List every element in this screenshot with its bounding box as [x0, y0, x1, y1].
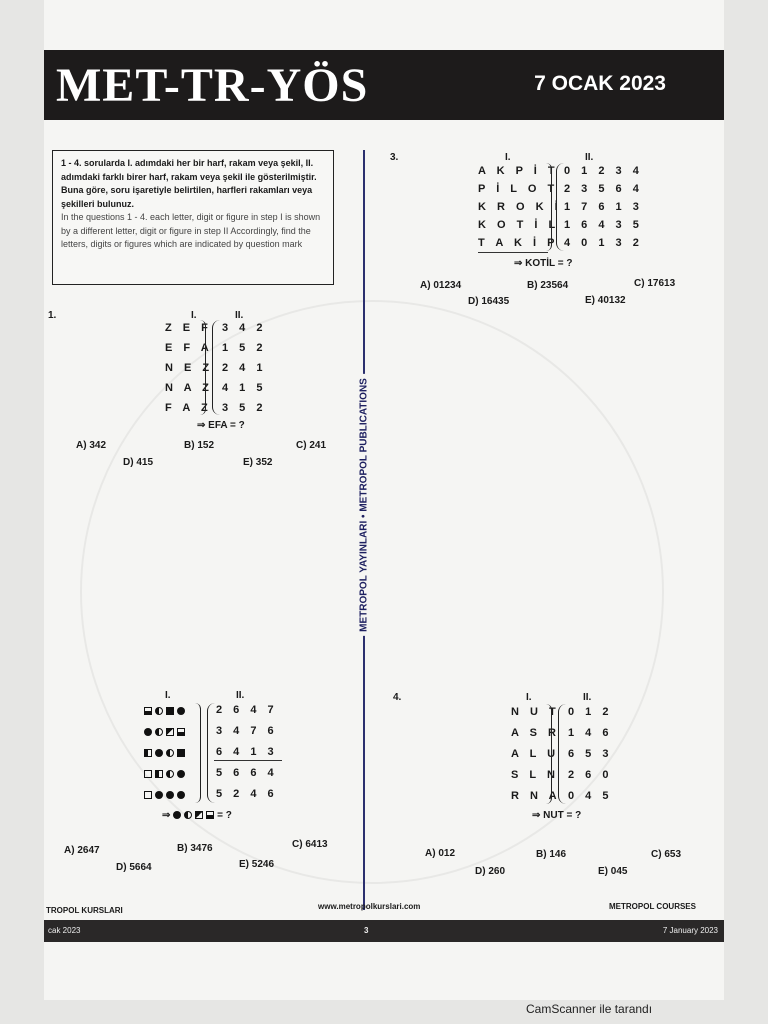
q4-row-ii-1: 0 1 2 — [568, 706, 613, 718]
q3-row-i-2: P İ L O T — [478, 183, 559, 195]
footer-bar-left: cak 2023 — [48, 926, 81, 935]
q1-row-ii-4: 4 1 5 — [222, 382, 267, 394]
circle-filled-icon — [177, 707, 185, 715]
q4-row-i-2: A S R — [511, 727, 560, 739]
q2-option-b[interactable]: B) 3476 — [177, 843, 213, 854]
q1-option-d[interactable]: D) 415 — [123, 457, 154, 468]
q3-row-ii-5: 4 0 1 3 2 — [564, 237, 643, 249]
q4-bracket-right — [558, 704, 567, 804]
q3-option-e[interactable]: E) 40132 — [585, 295, 626, 306]
q2-row-i-3 — [144, 747, 188, 759]
q2-question-suffix: = ? — [217, 810, 232, 821]
q1-row-i-3: N E Z — [165, 362, 214, 374]
q2-row-i-1 — [144, 705, 188, 717]
q2-option-c[interactable]: C) 6413 — [292, 839, 328, 850]
q2-row-ii-4: 5 6 6 4 — [216, 767, 278, 779]
footer-bar-right: 7 January 2023 — [662, 926, 718, 935]
square-diagonal-icon — [195, 811, 203, 819]
circle-filled-icon — [173, 811, 181, 819]
q2-question — [162, 810, 232, 821]
q1-row-ii-1: 3 4 2 — [222, 322, 267, 334]
q4-row-ii-2: 1 4 6 — [568, 727, 613, 739]
q1-option-b[interactable]: B) 152 — [184, 440, 215, 451]
q4-option-d[interactable]: D) 260 — [475, 866, 506, 877]
q3-row-ii-1: 0 1 2 3 4 — [564, 165, 643, 177]
q1-col-i: I. — [191, 310, 197, 321]
circle-half-icon — [184, 811, 192, 819]
square-outline-icon — [144, 770, 152, 778]
q1-row-ii-5: 3 5 2 — [222, 402, 267, 414]
circle-filled-icon — [144, 728, 152, 736]
q3-option-c[interactable]: C) 17613 — [634, 278, 676, 289]
q3-row-i-5: T A K İ P — [478, 237, 559, 249]
q3-option-b[interactable]: B) 23564 — [527, 280, 569, 291]
square-half-icon — [144, 707, 152, 715]
q4-row-i-3: A L U — [511, 748, 560, 760]
q1-option-e[interactable]: E) 352 — [243, 457, 273, 468]
page-number: 3 — [364, 926, 369, 935]
q4-bracket-left — [546, 704, 552, 804]
q3-col-ii: II. — [585, 152, 594, 163]
q4-option-e[interactable]: E) 045 — [598, 866, 628, 877]
q3-row-ii-4: 1 6 4 3 5 — [564, 219, 643, 231]
q1-row-i-5: F A Z — [165, 402, 212, 414]
q3-row-i-3: K R O K İ — [478, 201, 562, 213]
q3-option-a[interactable]: A) 01234 — [420, 280, 462, 291]
square-half-icon — [206, 811, 214, 819]
circle-filled-icon — [155, 791, 163, 799]
q4-row-ii-3: 6 5 3 — [568, 748, 613, 760]
circle-half-icon — [166, 749, 174, 757]
q2-option-a[interactable]: A) 2647 — [64, 845, 100, 856]
q4-col-ii: II. — [583, 692, 592, 703]
square-filled-icon — [177, 749, 185, 757]
circle-half-icon — [155, 728, 163, 736]
q3-underline — [478, 252, 548, 253]
q2-row-ii-3: 6 4 1 3 — [216, 746, 278, 758]
circle-half-icon — [155, 707, 163, 715]
square-diagonal-icon — [166, 728, 174, 736]
q2-row-ii-5: 5 2 4 6 — [216, 788, 278, 800]
circle-filled-icon — [166, 791, 174, 799]
scanner-caption: CamScanner ile tarandı — [526, 1002, 653, 1016]
header-banner — [44, 50, 724, 120]
q3-row-ii-3: 1 7 6 1 3 — [564, 201, 643, 213]
q3-number: 3. — [390, 152, 399, 163]
q4-question: ⇒ NUT = ? — [532, 810, 582, 821]
square-filled-icon — [166, 707, 174, 715]
footer-right: METROPOL COURSES — [609, 902, 696, 911]
header-title: MET-TR-YÖS — [56, 59, 369, 112]
q3-question: ⇒ KOTİL = ? — [514, 258, 573, 269]
square-left-half-icon — [155, 770, 163, 778]
q2-option-d[interactable]: D) 5664 — [116, 862, 152, 873]
q2-bracket-left — [195, 703, 201, 803]
circle-half-icon — [166, 770, 174, 778]
q3-row-ii-2: 2 3 5 6 4 — [564, 183, 643, 195]
q1-col-ii: II. — [235, 310, 244, 321]
q3-col-i: I. — [505, 152, 511, 163]
q2-option-e[interactable]: E) 5246 — [239, 859, 275, 870]
q2-row-i-2 — [144, 726, 188, 738]
circle-filled-icon — [155, 749, 163, 757]
footer-bar — [44, 920, 724, 942]
q1-row-ii-3: 2 4 1 — [222, 362, 267, 374]
q4-row-ii-4: 2 6 0 — [568, 769, 613, 781]
q1-row-i-4: N A Z — [165, 382, 213, 394]
q2-row-i-5 — [144, 789, 188, 801]
q3-option-d[interactable]: D) 16435 — [468, 296, 510, 307]
q4-row-i-4: S L N — [511, 769, 559, 781]
instructions-english: In the questions 1 - 4. each letter, digit or figure in step I is shown by a different letter, digit or figure in step II Accordingly, find the letters, digits or figures which are indicated by question mark — [61, 212, 321, 249]
q2-row-i-4 — [144, 768, 188, 780]
q1-number: 1. — [48, 310, 57, 321]
q1-bracket-right — [212, 320, 221, 415]
q1-row-ii-2: 1 5 2 — [222, 342, 267, 354]
circle-filled-icon — [177, 791, 185, 799]
q2-col-ii: II. — [236, 690, 245, 701]
q2-underline — [214, 760, 282, 761]
q4-row-i-1: N U T — [511, 706, 560, 718]
q3-row-i-4: K O T İ L — [478, 219, 560, 231]
square-left-half-icon — [144, 749, 152, 757]
instructions-box — [52, 150, 334, 285]
q3-bracket-left — [546, 163, 552, 251]
q3-row-i-1: A K P İ T — [478, 165, 559, 177]
q4-number: 4. — [393, 692, 402, 703]
q4-col-i: I. — [526, 692, 532, 703]
instructions-turkish: 1 - 4. sorularda I. adımdaki her bir harf, rakam veya şekil, II. adımdaki farklı birer harf, rakam veya şekil ile gösterilmiştir. Buna göre, soru işaretiyle belirtilen, harfleri rakamları veya şekilleri bulunuz. — [61, 158, 317, 209]
q4-option-b[interactable]: B) 146 — [536, 849, 567, 860]
q1-row-i-2: E F A — [165, 342, 213, 354]
q4-option-c[interactable]: C) 653 — [651, 849, 682, 860]
q1-option-c[interactable]: C) 241 — [296, 440, 327, 451]
q2-col-i: I. — [165, 690, 171, 701]
q1-row-i-1: Z E F — [165, 322, 212, 334]
q2-row-ii-2: 3 4 7 6 — [216, 725, 278, 737]
arrow-icon: ⇒ — [162, 810, 174, 821]
q1-option-a[interactable]: A) 342 — [76, 440, 107, 451]
square-outline-icon — [144, 791, 152, 799]
q1-bracket-left — [200, 320, 206, 415]
circle-filled-icon — [177, 770, 185, 778]
q1-question: ⇒ EFA = ? — [197, 420, 245, 431]
q2-bracket-right — [207, 703, 216, 803]
footer-left: TROPOL KURSLARI — [46, 906, 123, 915]
square-half-icon — [177, 728, 185, 736]
q4-row-ii-5: 0 4 5 — [568, 790, 613, 802]
q4-row-i-5: R N A — [511, 790, 561, 802]
q2-row-ii-1: 2 6 4 7 — [216, 704, 278, 716]
q4-option-a[interactable]: A) 012 — [425, 848, 456, 859]
header-date: 7 OCAK 2023 — [534, 72, 666, 95]
publisher-vertical-text: METROPOL YAYINLARI • METROPOL PUBLICATIONS — [359, 374, 370, 636]
footer-url[interactable]: www.metropolkurslari.com — [318, 902, 421, 911]
